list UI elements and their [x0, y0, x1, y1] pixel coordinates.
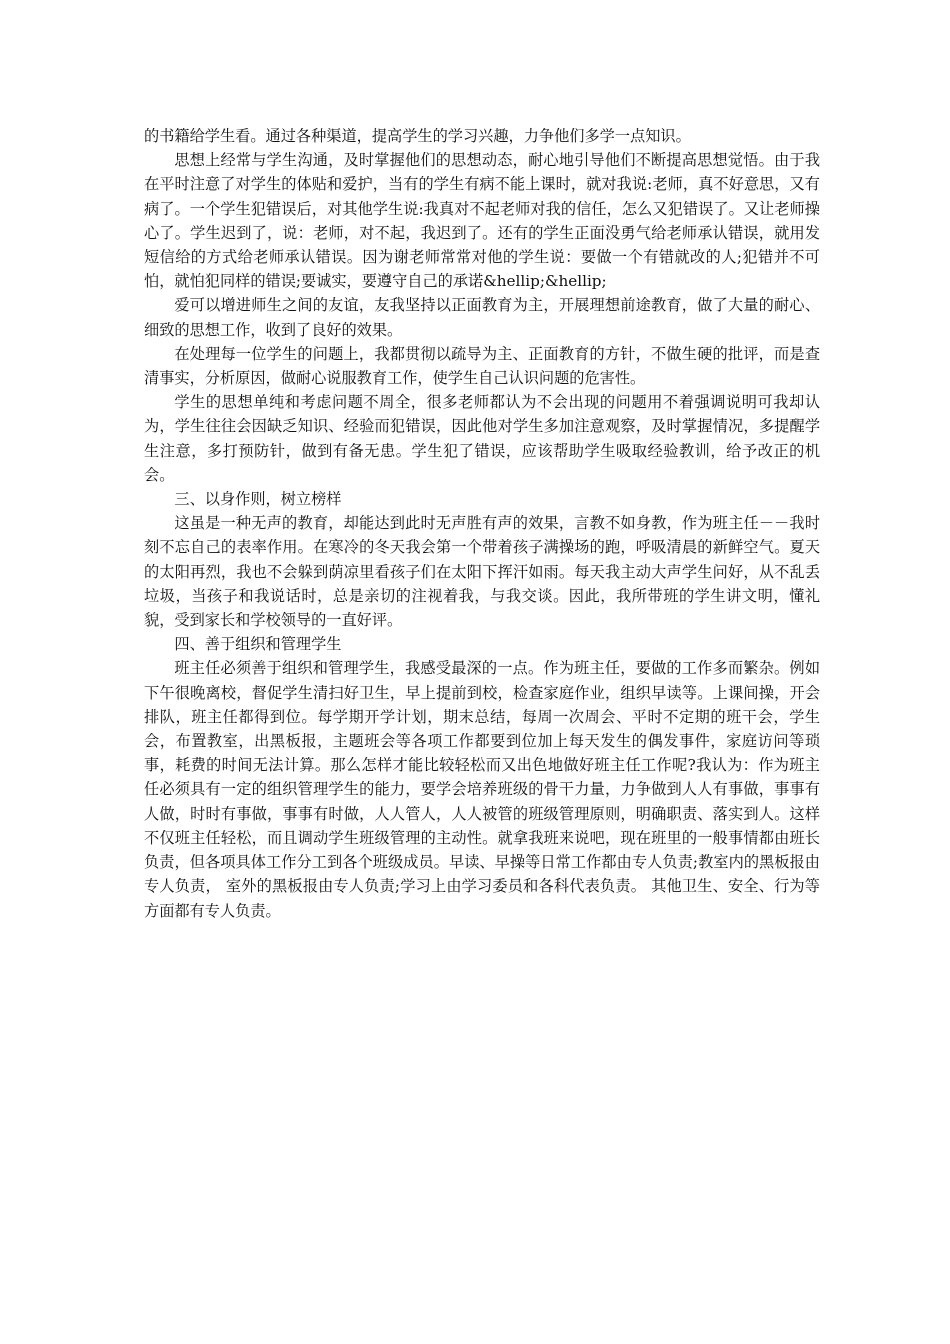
paragraph-friendship: 爱可以增进师生之间的友谊，友我坚持以正面教育为主，开展理想前途教育，做了大量的耐心、细致的思想工作，收到了良好的效果。 [144, 296, 820, 339]
section-heading-3: 三、以身作则，树立榜样 [174, 490, 342, 509]
paragraph-prevention: 学生的思想单纯和考虑问题不周全，很多老师都认为不会出现的问题用不着强调说明可我却认为，学生往往会因缺乏知识、经验而犯错误，因此他对学生多加注意观察，及时掌握情况，多提醒学生注意，多打预防针，做到有备无患。学生犯了错误，应该帮助学生吸取经验教训，给予改正的机会。 [144, 393, 820, 484]
document-page [144, 124, 820, 923]
section-heading-4: 四、善于组织和管理学生 [174, 635, 342, 654]
paragraph-lead-by-example: 这虽是一种无声的教育，却能达到此时无声胜有声的效果，言教不如身教，作为班主任－－我时刻不忘自己的表率作用。在寒冷的冬天我会第一个带着孩子满操场的跑，呼吸清晨的新鲜空气。夏天的太阳再烈，我也不会躲到荫凉里看孩子们在太阳下挥汗如雨。每天我主动大声学生问好，从不乱丢垃圾，当孩子和我说话时，总是亲切的注视着我，与我交谈。因此，我所带班的学生讲文明，懂礼貌，受到家长和学校领导的一直好评。 [144, 514, 820, 630]
paragraph-guidance-policy: 在处理每一位学生的问题上，我都贯彻以疏导为主、正面教育的方针，不做生硬的批评，而是查清事实，分析原因，做耐心说服教育工作，使学生自己认识问题的危害性。 [144, 344, 820, 388]
paragraph-student-communication: 思想上经常与学生沟通，及时掌握他们的思想动态，耐心地引导他们不断提高思想觉悟。由于我在平时注意了对学生的体贴和爱护，当有的学生有病不能上课时，就对我说:老师，真不好意思，又有病了。一个学生犯错误后，对其他学生说:我真对不起老师对我的信任，怎么又犯错误了。又让老师操心了。学生迟到了，说：老师，对不起，我迟到了。还有的学生正面没勇气给老师承认错误，就用发短信给的方式给老师承认错误。因为谢老师常常对他的学生说：要做一个有错就改的人;犯错并不可怕，就怕犯同样的错误;要诚实，要遵守自己的承诺&hellip;&hellip; [144, 151, 820, 291]
paragraph-continuation: 的书籍给学生看。通过各种渠道，提高学生的学习兴趣，力争他们多学一点知识。 [144, 127, 691, 145]
paragraph-class-management: 班主任必须善于组织和管理学生，我感受最深的一点。作为班主任，要做的工作多而繁杂。例如下午很晚离校，督促学生清扫好卫生，早上提前到校，检查家庭作业，组织早读等。上课间操，开会排队，班主任都得到位。每学期开学计划，期末总结，每周一次周会、平时不定期的班干会，学生会，布置教室，出黑板报，主题班会等各项工作都要到位加上每天发生的偶发事件，家庭访问等琐事，耗费的时间无法计算。那么怎样才能比较轻松而又出色地做好班主任工作呢?我认为：作为班主任必须具有一定的组织管理学生的能力，要学会培养班级的骨干力量，力争做到人人有事做，事事有人做，时时有事做，事事有时做，人人管人，人人被管的班级管理原则，明确职责、落实到人。这样不仅班主任轻松，而且调动学生班级管理的主动性。就拿我班来说吧，现在班里的一般事情都由班长负责，但各项具体工作分工到各个班级成员。早读、早操等日常工作都由专人负责;教室内的黑板报由专人负责， 室外的黑板报由专人负责;学习上由学习委员和各科代表负责。 其他卫生、安全、行为等方面都有专人负责。 [144, 659, 820, 920]
